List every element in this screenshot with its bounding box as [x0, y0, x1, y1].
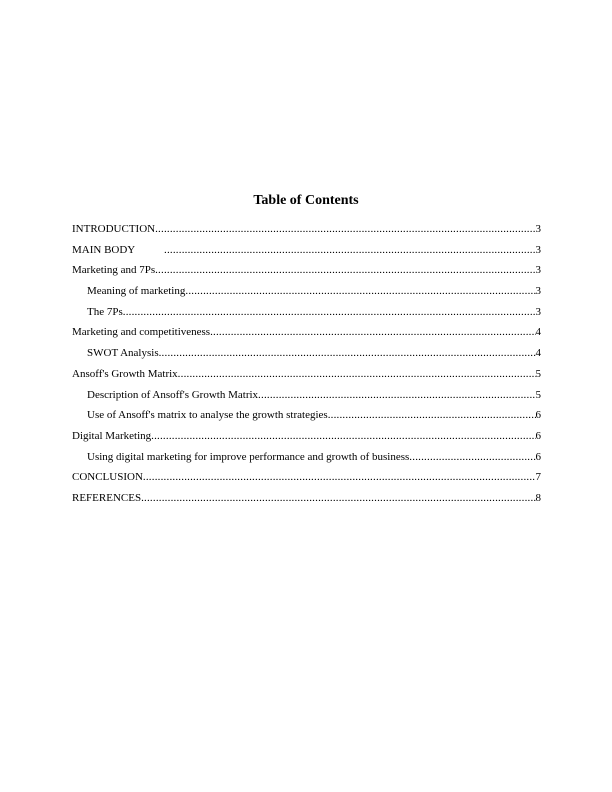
- toc-dot-leader: [159, 346, 536, 360]
- toc-entry-using-digital-marketing[interactable]: [72, 450, 541, 471]
- toc-dot-leader: [164, 243, 536, 257]
- toc-page-number: 3: [535, 223, 541, 235]
- toc-dot-leader: [328, 408, 536, 422]
- toc-entry-conclusion[interactable]: [72, 470, 541, 491]
- toc-entry-meaning-of-marketing[interactable]: [72, 284, 541, 305]
- toc-entry-text: Marketing and 7Ps: [72, 264, 156, 277]
- toc-entry-ansoffs-growth-matrix[interactable]: [72, 367, 541, 388]
- toc-page-number: 5: [535, 388, 541, 401]
- toc-dot-leader: [258, 388, 535, 402]
- toc-entry-use-of-ansoffs-matrix[interactable]: [72, 408, 541, 429]
- toc-entry-text: Use of Ansoff's matrix to analyse the growth strategies: [87, 409, 328, 422]
- toc-page-number: 6: [535, 429, 541, 442]
- toc-entry-text: MAIN BODY: [72, 243, 136, 256]
- toc-entry-text: SWOT Analysis: [87, 347, 159, 360]
- toc-entry-text: REFERENCES: [72, 491, 142, 504]
- toc-page-number: 6: [535, 409, 541, 422]
- toc-entry-references[interactable]: [72, 491, 541, 512]
- toc-page-number: 4: [535, 326, 541, 339]
- toc-entry-text: INTRODUCTION: [72, 223, 156, 235]
- toc-entry-text: The 7Ps: [87, 305, 123, 318]
- toc-entry-description-of-ansoffs-matrix[interactable]: [72, 388, 541, 409]
- toc-entry-text: Ansoff's Growth Matrix: [72, 367, 178, 380]
- toc-dot-leader: [143, 470, 536, 484]
- toc-page-number: 3: [535, 243, 541, 256]
- toc-dot-leader: [178, 367, 536, 381]
- toc-dot-leader: [210, 325, 535, 339]
- toc-entry-the-7ps[interactable]: [72, 305, 541, 326]
- toc-entry-text: Meaning of marketing: [87, 285, 186, 298]
- toc-dot-leader: [123, 305, 536, 319]
- toc-page-number: 3: [535, 285, 541, 298]
- toc-entry-marketing-and-7ps[interactable]: [72, 263, 541, 284]
- toc-page-number: 8: [535, 491, 541, 504]
- toc-entry-introduction[interactable]: [72, 222, 541, 243]
- toc-entry-swot-analysis[interactable]: [72, 346, 541, 367]
- toc-dot-leader: [155, 222, 535, 236]
- toc-dot-leader: [155, 263, 535, 277]
- toc-entry-main-body[interactable]: [72, 243, 541, 264]
- toc-page-number: 3: [535, 264, 541, 277]
- toc-entry-digital-marketing[interactable]: [72, 429, 541, 450]
- toc-page-number: 7: [535, 471, 541, 484]
- toc-entry-text: CONCLUSION: [72, 471, 143, 484]
- toc-dot-leader: [409, 450, 535, 464]
- toc-page-number: 5: [535, 367, 541, 380]
- toc-dot-leader: [151, 429, 535, 443]
- toc-page-number: 3: [535, 305, 541, 318]
- toc-entry-text: Digital Marketing: [72, 429, 152, 442]
- toc-entry-text: Marketing and competitiveness: [72, 326, 211, 339]
- toc-list: [72, 222, 541, 512]
- toc-entry-text: Description of Ansoff's Growth Matrix: [87, 388, 259, 401]
- toc-page-number: 4: [535, 347, 541, 360]
- toc-page-number: 6: [535, 450, 541, 463]
- toc-title: Table of Contents: [253, 193, 359, 208]
- toc-entry-text: Using digital marketing for improve performance and growth of business: [87, 450, 410, 463]
- toc-entry-marketing-and-competitiveness[interactable]: [72, 325, 541, 346]
- toc-dot-leader: [185, 284, 535, 298]
- toc-dot-leader: [141, 491, 535, 505]
